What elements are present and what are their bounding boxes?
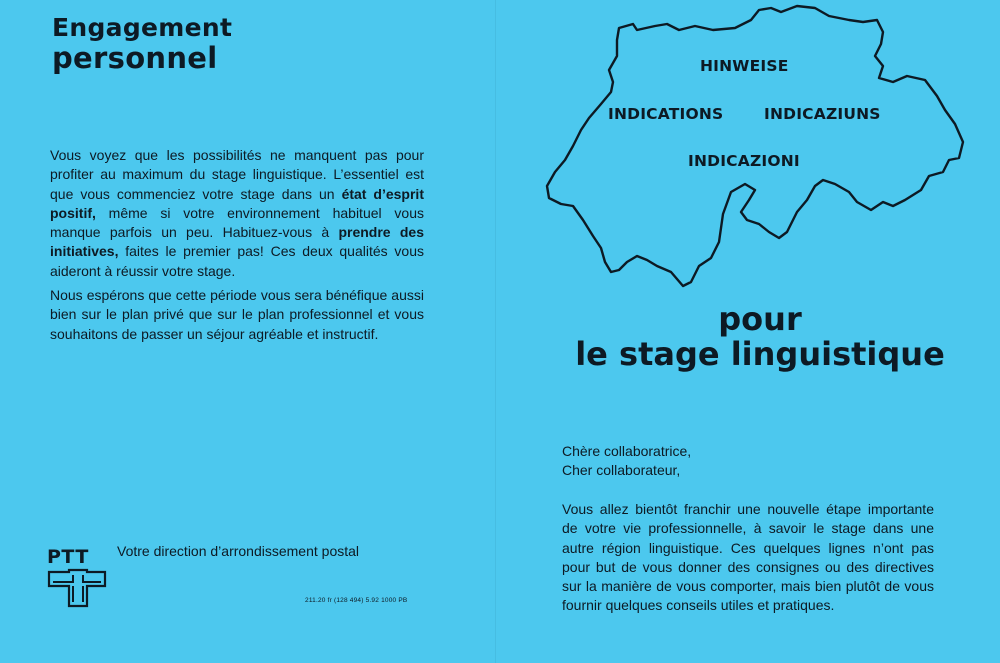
print-reference: 211.20 fr (128 494) 5.92 1000 PB xyxy=(305,597,408,604)
swiss-cross-logo-icon xyxy=(47,548,109,608)
greeting xyxy=(562,442,691,480)
paragraph-2: Nous espérons que cette période vous sera bénéfique aussi bien sur le plan privé que sur le plan professionnel et vous souhaitons de passer un séjour agréable et instructif. xyxy=(50,287,424,342)
ptt-logo xyxy=(47,548,109,608)
p1-part-c: même si votre environnement habituel vous manque parfois un peu. Habituez-vous à xyxy=(50,204,424,241)
p1-part-d: faites le premier pas! Ces deux qualités vous aideront à réussir votre stage. xyxy=(50,243,424,279)
map-word-french: INDICATIONS xyxy=(608,105,724,123)
ptt-logo-text: PTT xyxy=(47,546,89,568)
greeting-line-1: Chère collaboratrice, xyxy=(562,443,692,459)
right-heading xyxy=(540,302,980,371)
switzerland-map-outline xyxy=(545,0,965,300)
intro-paragraph: Vous allez bientôt franchir une nouvelle étape importante de votre vie professionnelle, à savoir le stage dans une autre région linguistique. Ces quelques lignes n’ont pas pour but de vous donner des consignes ou des directives sur la manière de vous comporter, mais bien plutôt de vous fournir quelques conseils utiles et pratiques. xyxy=(562,501,934,614)
heading-line-1: pour xyxy=(718,300,802,338)
map-word-italian: INDICAZIONI xyxy=(688,152,800,170)
title-line-1: Engagement xyxy=(52,13,233,42)
map-word-romansh: INDICAZIUNS xyxy=(764,105,881,123)
map-word-german: HINWEISE xyxy=(700,57,789,75)
signature: Votre direction d’arrondissement postal xyxy=(117,543,360,559)
p1-bold-2: prendre des initiatives, xyxy=(50,224,425,260)
p1-bold-1: état d’esprit positif, xyxy=(50,185,424,221)
heading-line-2: le stage linguistique xyxy=(575,334,945,373)
left-page xyxy=(0,0,495,663)
title-line-2: personnel xyxy=(52,41,218,75)
left-title xyxy=(52,14,232,74)
page-fold xyxy=(495,0,496,663)
p1-part-a: Vous voyez que les possibilités ne manquent pas pour profiter au maximum du stage linguistique. L’essentiel est que vous commenciez votre stage dans un xyxy=(50,147,424,202)
paragraph-1 xyxy=(50,146,424,281)
greeting-line-2: Cher collaborateur, xyxy=(562,462,681,478)
